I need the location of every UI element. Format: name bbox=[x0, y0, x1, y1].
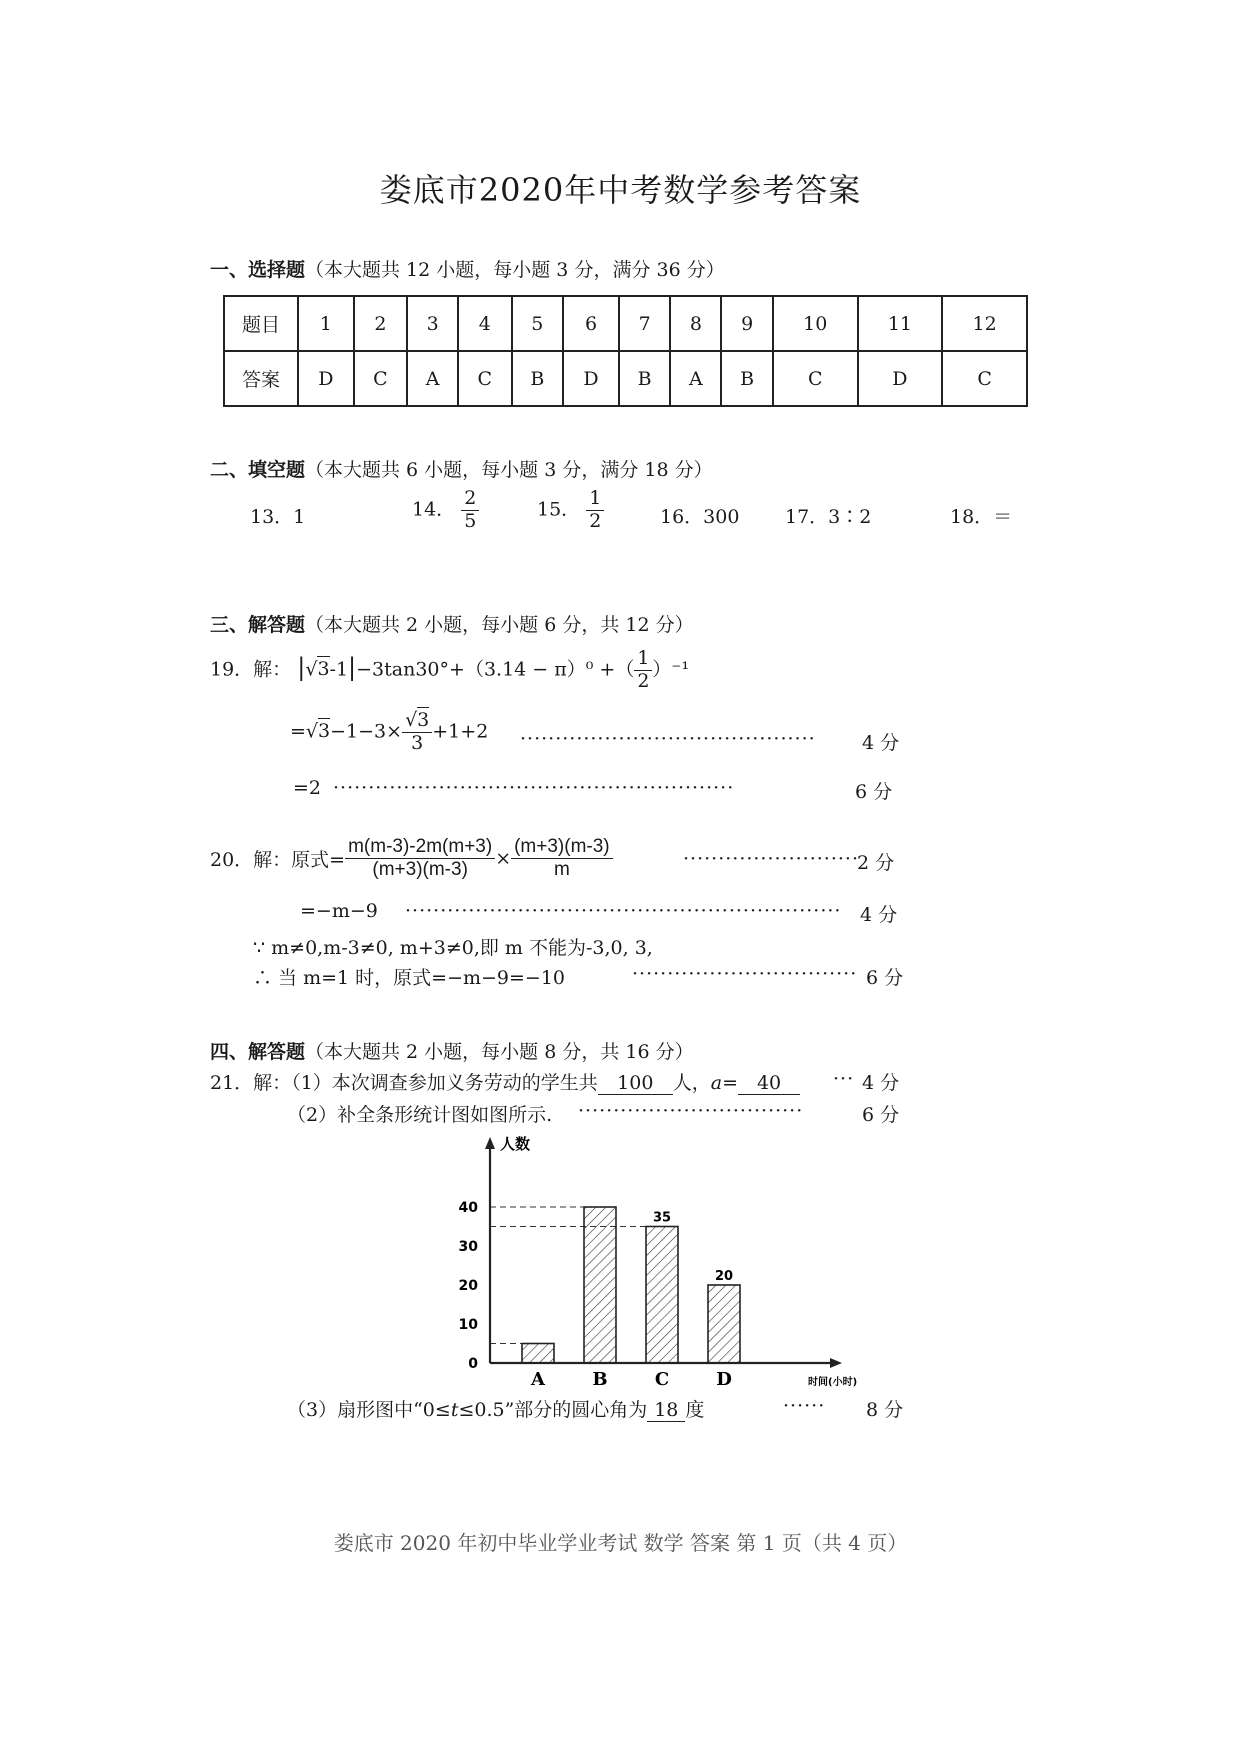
answer-cell: A bbox=[670, 351, 721, 406]
question-number-cell: 5 bbox=[512, 296, 564, 351]
answer-cell: B bbox=[512, 351, 564, 406]
q19-abs-rest: -1 bbox=[329, 658, 349, 681]
bar-C bbox=[646, 1227, 678, 1364]
q19-line2-score: 4 分 bbox=[862, 732, 900, 754]
q21-line3 bbox=[287, 1395, 704, 1422]
q20-frac2-num: (m+3)(m-3) bbox=[511, 836, 613, 859]
section1-heading bbox=[210, 255, 725, 282]
q21-var-a: a bbox=[710, 1072, 723, 1094]
q20-fraction2 bbox=[511, 836, 613, 881]
q21-blank-students: 100 bbox=[598, 1072, 673, 1095]
section4-note: （本大题共 2 小题，每小题 8 分，共 16 分） bbox=[305, 1041, 694, 1063]
q19-line1 bbox=[210, 648, 689, 693]
q21-line1 bbox=[210, 1068, 800, 1095]
section1-note: （本大题共 12 小题，每小题 3 分，满分 36 分） bbox=[305, 259, 725, 281]
row-label-question: 题目 bbox=[224, 296, 298, 351]
q20-line4-dots: ································ bbox=[632, 963, 858, 985]
q21-p2-score: 6 分 bbox=[862, 1104, 900, 1126]
section2-note: （本大题共 6 小题，每小题 3 分，满分 18 分） bbox=[305, 459, 713, 481]
q20-line2-score: 4 分 bbox=[860, 904, 898, 926]
fill-q17: 17．3∶2 bbox=[785, 506, 872, 528]
answer-cell: C bbox=[773, 351, 858, 406]
q21-blank-a: 40 bbox=[738, 1072, 800, 1095]
section1-title: 一、选择题 bbox=[210, 259, 306, 281]
sqrt-icon: √ bbox=[305, 720, 319, 743]
y-tick-label: 0 bbox=[468, 1356, 478, 1372]
section2-title: 二、填空题 bbox=[210, 459, 306, 481]
section4-title: 四、解答题 bbox=[210, 1041, 306, 1063]
q19-line2-eq: = bbox=[290, 720, 306, 743]
fill-q14-denominator: 5 bbox=[464, 509, 477, 532]
q21-p1-unit: 人， bbox=[672, 1072, 711, 1094]
table-row-answers bbox=[224, 351, 1027, 406]
q19-line2-frac-num bbox=[402, 710, 432, 733]
q20-frac1-den: (m+3)(m-3) bbox=[372, 858, 468, 880]
q19-line2-sqrt3: 3 bbox=[318, 720, 331, 743]
q21-line2: （2）补全条形统计图如图所示. bbox=[287, 1104, 553, 1126]
q21-p1-score: 4 分 bbox=[862, 1072, 900, 1094]
y-tick-label: 10 bbox=[458, 1317, 478, 1333]
q19-part2: −3tan30°+（3.14 − π）⁰ +（ bbox=[356, 658, 635, 681]
bar-value-label: 20 bbox=[714, 1269, 734, 1284]
fill-q14-label: 14． bbox=[412, 498, 456, 521]
fill-q14-numerator: 2 bbox=[461, 488, 479, 511]
q21-blank-angle: 18 bbox=[647, 1399, 685, 1422]
q20-fraction1 bbox=[345, 836, 495, 881]
q20-line2: =−m−9 bbox=[300, 900, 378, 922]
q19-line3: =2 bbox=[293, 777, 322, 799]
fill-q15-label: 15． bbox=[537, 498, 581, 521]
q19-line3-dots: ························································· bbox=[333, 777, 735, 799]
q19-half-num: 1 bbox=[634, 648, 652, 671]
q20-line1-dots: ························· bbox=[683, 848, 859, 870]
row-label-answer: 答案 bbox=[224, 351, 298, 406]
x-tick-label: A bbox=[531, 1369, 545, 1390]
section2-heading bbox=[210, 455, 713, 482]
q20-line1-score: 2 分 bbox=[857, 852, 895, 874]
y-tick-label: 40 bbox=[458, 1200, 478, 1216]
q19-line3-score: 6 分 bbox=[855, 781, 893, 803]
q19-label: 19．解： bbox=[210, 658, 292, 681]
fill-q14 bbox=[412, 488, 479, 533]
y-axis-label: 人数 bbox=[500, 1135, 531, 1153]
q20-line1 bbox=[210, 836, 613, 881]
question-number-cell: 3 bbox=[407, 296, 458, 351]
q20-times: × bbox=[495, 847, 512, 870]
y-axis-arrow-icon bbox=[485, 1137, 495, 1149]
fill-q16: 16．300 bbox=[660, 506, 740, 528]
q19-line2-fraction bbox=[402, 710, 432, 755]
bar-B bbox=[584, 1207, 616, 1363]
abs-bar-right: | bbox=[348, 653, 357, 682]
table-row-numbers bbox=[224, 296, 1027, 351]
q21-label: 21．解： bbox=[210, 1072, 292, 1094]
q21-p3-text-a: （3）扇形图中“0≤ bbox=[287, 1399, 451, 1421]
fill-q13: 13．1 bbox=[250, 506, 306, 528]
question-number-cell: 10 bbox=[773, 296, 858, 351]
x-tick-label: B bbox=[592, 1369, 608, 1390]
sqrt-icon: √ bbox=[305, 658, 318, 681]
fill-q15 bbox=[537, 488, 604, 533]
q21-p3-dots: ······ bbox=[783, 1395, 826, 1417]
q19-half-den: 2 bbox=[637, 669, 650, 692]
fill-q15-denominator: 2 bbox=[589, 509, 602, 532]
q20-frac2-den: m bbox=[553, 858, 570, 880]
q21-p2-dots: ································ bbox=[578, 1100, 804, 1122]
q19-line2 bbox=[290, 710, 488, 755]
question-number-cell: 6 bbox=[563, 296, 619, 351]
q19-line2-frac-den: 3 bbox=[411, 731, 424, 754]
answer-table bbox=[223, 295, 1028, 407]
answer-cell: A bbox=[407, 351, 458, 406]
page-footer: 娄底市 2020 年初中毕业学业考试 数学 答案 第 1 页（共 4 页） bbox=[333, 1531, 908, 1555]
fill-q15-fraction bbox=[586, 488, 604, 533]
q21-p3-text-b: ≤0.5”部分的圆心角为 bbox=[458, 1399, 648, 1421]
x-axis-label: 时间(小时) bbox=[808, 1377, 858, 1388]
bar-value-label: 35 bbox=[652, 1210, 672, 1226]
answer-cell: D bbox=[298, 351, 354, 406]
x-tick-label: D bbox=[716, 1369, 732, 1390]
q20-line4: ∴ 当 m=1 时，原式=−m−9=−10 bbox=[253, 967, 566, 989]
q19-part3: ）⁻¹ bbox=[652, 658, 690, 681]
answer-cell: B bbox=[721, 351, 773, 406]
page-title: 娄底市2020年中考数学参考答案 bbox=[379, 171, 862, 209]
q21-p1-dots: ··· bbox=[833, 1068, 855, 1090]
y-tick-label: 20 bbox=[458, 1278, 478, 1294]
y-tick-label: 30 bbox=[458, 1239, 478, 1255]
section3-note: （本大题共 2 小题，每小题 6 分，共 12 分） bbox=[305, 614, 694, 636]
q20-label: 20．解：原式= bbox=[210, 848, 346, 871]
section4-heading bbox=[210, 1037, 694, 1064]
sqrt-icon: √ bbox=[405, 709, 418, 731]
abs-bar-left: | bbox=[297, 653, 306, 682]
q20-frac1-num: m(m-3)-2m(m+3) bbox=[345, 836, 495, 859]
answer-cell: C bbox=[354, 351, 407, 406]
section3-heading bbox=[210, 610, 694, 637]
answer-cell: B bbox=[619, 351, 671, 406]
question-number-cell: 4 bbox=[458, 296, 511, 351]
x-tick-label: C bbox=[654, 1369, 670, 1390]
fill-q18: 18．＝ bbox=[950, 506, 1013, 528]
q21-p1-eq: = bbox=[722, 1072, 739, 1094]
question-number-cell: 7 bbox=[619, 296, 671, 351]
fill-q14-fraction bbox=[461, 488, 479, 533]
q19-line2-frac-sqrt: 3 bbox=[417, 709, 430, 731]
question-number-cell: 1 bbox=[298, 296, 354, 351]
fill-q15-numerator: 1 bbox=[586, 488, 604, 511]
question-number-cell: 8 bbox=[670, 296, 721, 351]
answer-cell: C bbox=[458, 351, 511, 406]
bar-D bbox=[708, 1285, 740, 1363]
q19-line2-mid: −1−3× bbox=[330, 720, 403, 743]
q19-line2-dots: ·········································· bbox=[520, 728, 816, 750]
q19-sqrt3: 3 bbox=[317, 658, 330, 681]
q21-p1-text: （1）本次调查参加义务劳动的学生共 bbox=[291, 1072, 598, 1094]
question-number-cell: 12 bbox=[942, 296, 1027, 351]
q20-line3: ∵ m≠0,m-3≠0, m+3≠0,即 m 不能为-3,0, 3, bbox=[253, 937, 653, 959]
section3-title: 三、解答题 bbox=[210, 614, 306, 636]
question-number-cell: 11 bbox=[858, 296, 943, 351]
q19-line2-end: +1+2 bbox=[432, 720, 489, 743]
question-number-cell: 9 bbox=[721, 296, 773, 351]
answer-cell: D bbox=[858, 351, 943, 406]
x-axis-arrow-icon bbox=[830, 1358, 842, 1368]
q21-var-t: t bbox=[450, 1399, 459, 1421]
bar-chart bbox=[440, 1135, 880, 1395]
q19-half-fraction bbox=[634, 648, 652, 693]
answer-cell: C bbox=[942, 351, 1027, 406]
q20-line4-score: 6 分 bbox=[866, 967, 904, 989]
question-number-cell: 2 bbox=[354, 296, 407, 351]
q20-line2-dots: ······························································ bbox=[405, 900, 842, 922]
q21-p3-unit: 度 bbox=[685, 1399, 705, 1421]
bar-A bbox=[522, 1344, 554, 1364]
q21-p3-score: 8 分 bbox=[866, 1399, 904, 1421]
answer-cell: D bbox=[563, 351, 619, 406]
